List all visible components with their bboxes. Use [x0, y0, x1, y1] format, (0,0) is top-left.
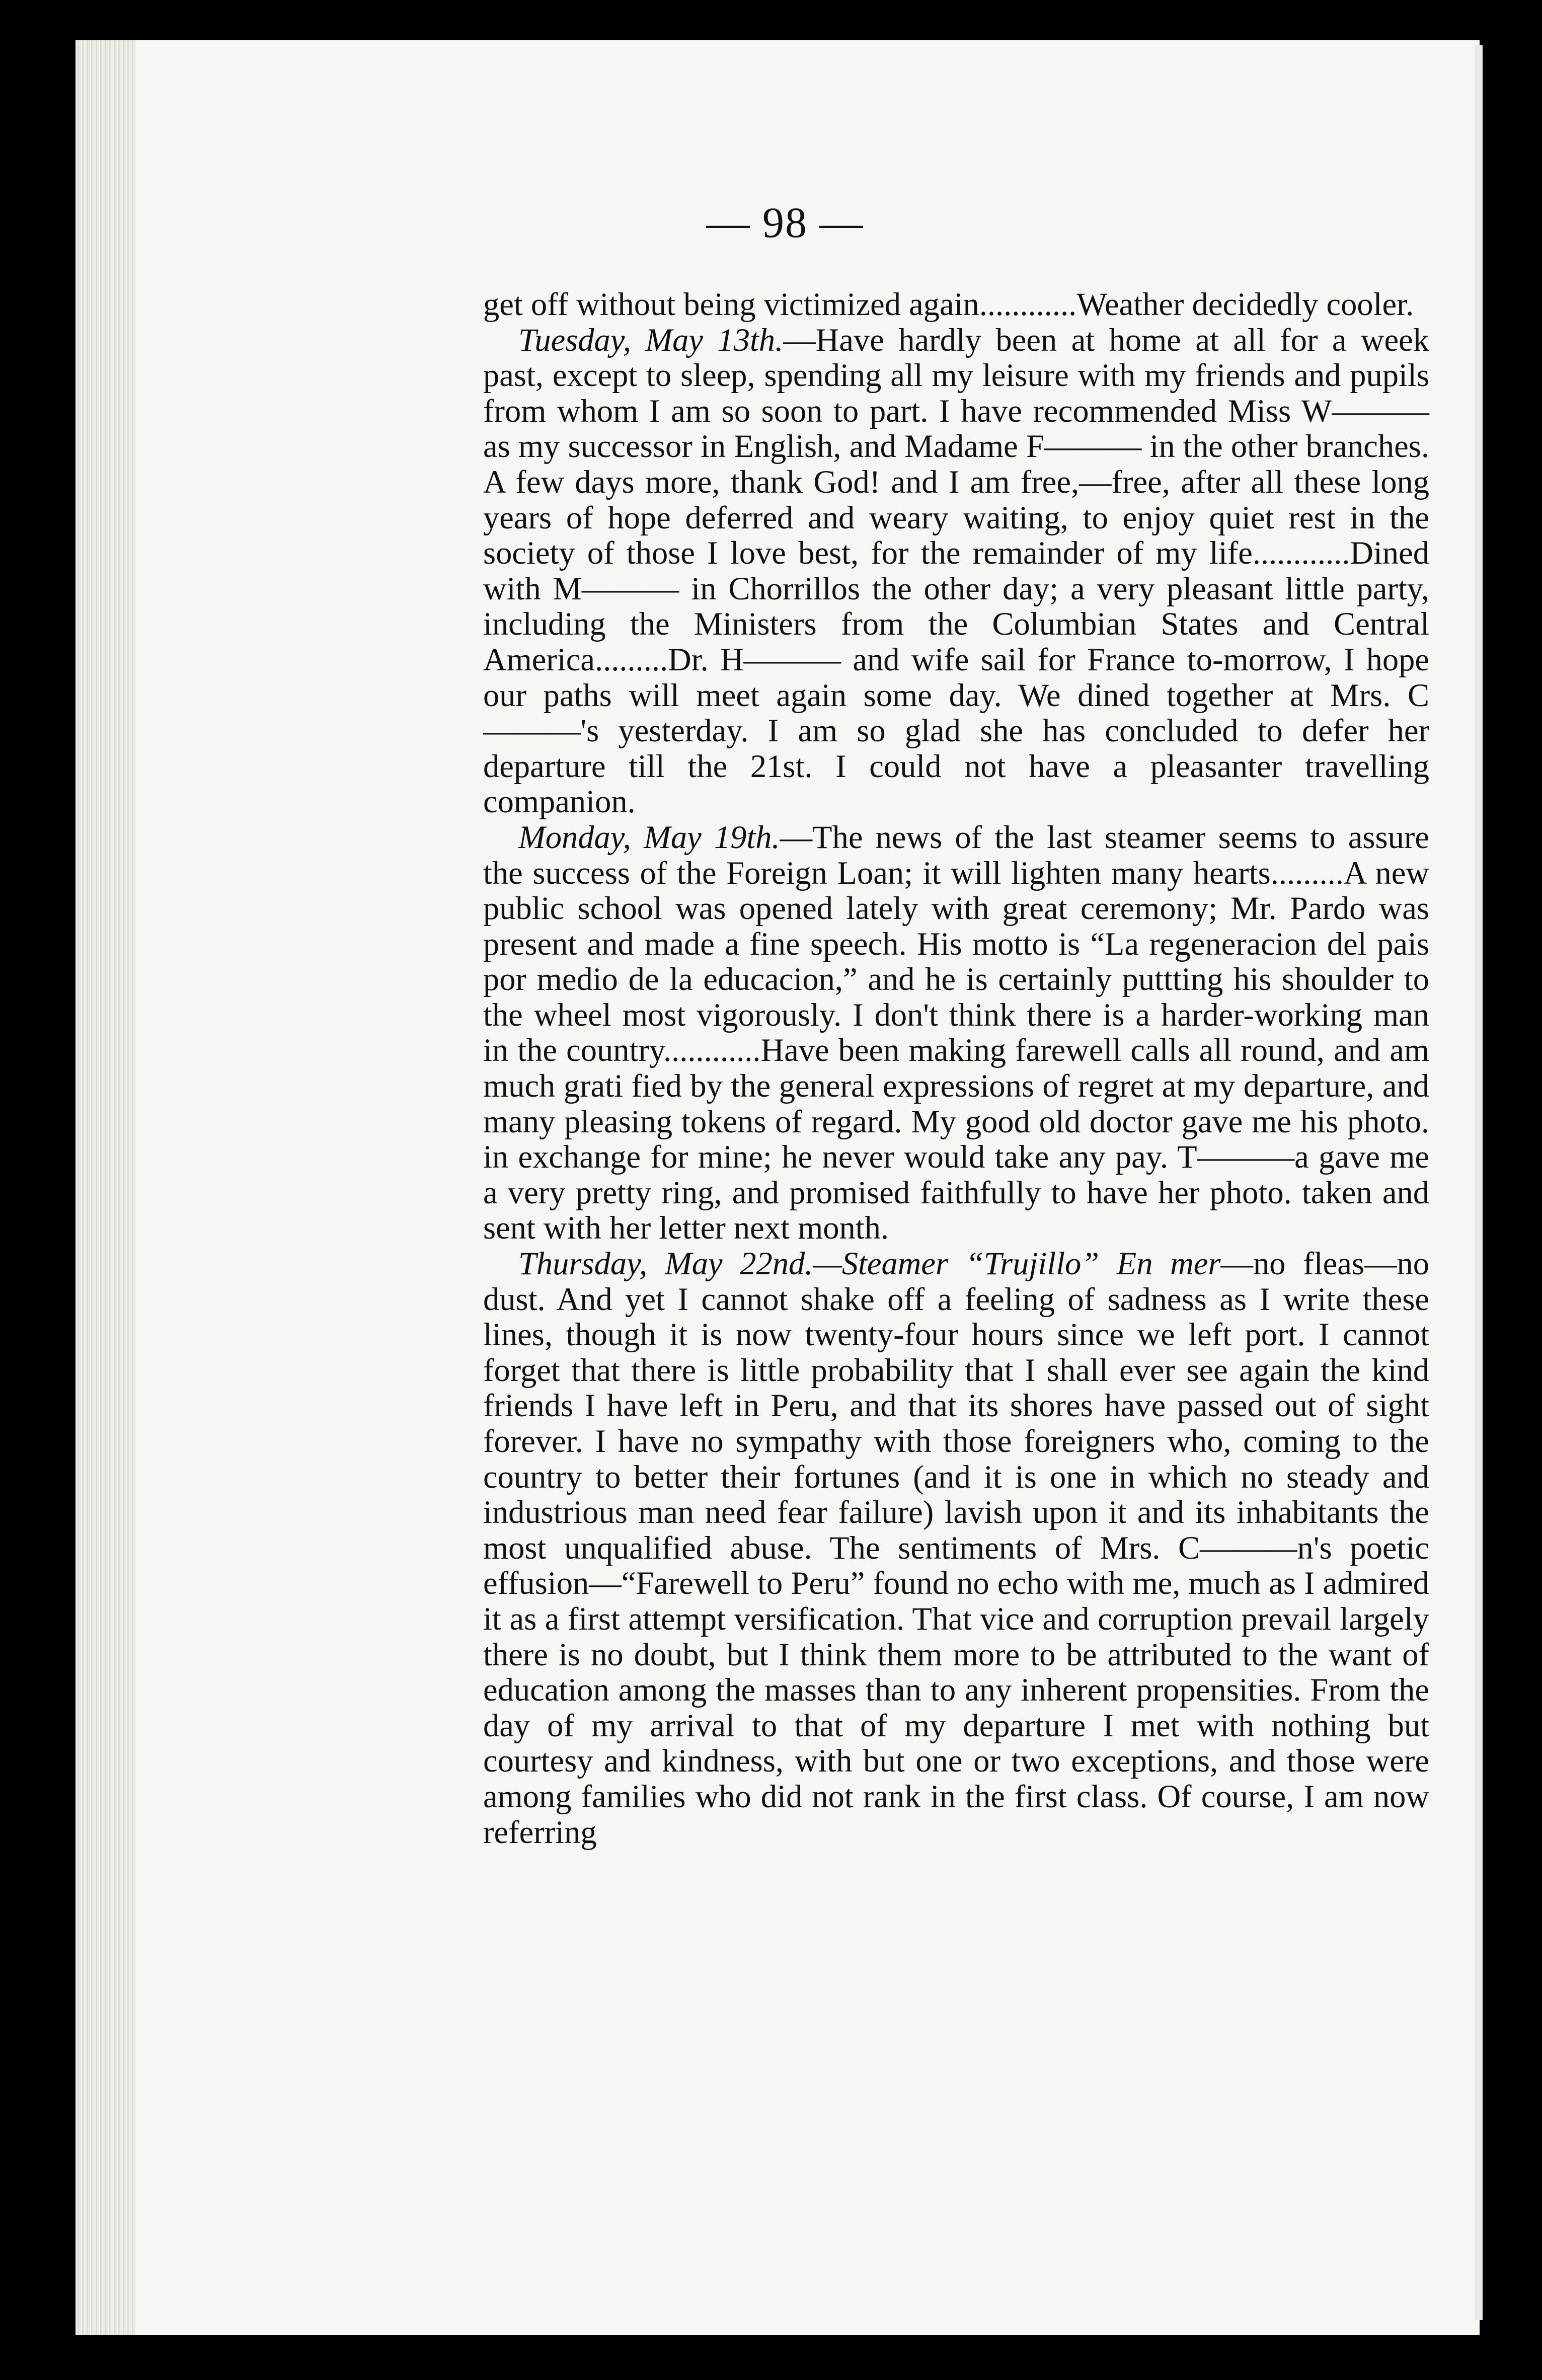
paragraph-text: —The news of the last steamer seems to assure the success of the Foreign Loan; it will lighten many hearts.........A new public school was opened lately with great ceremony; Mr. Pardo was present and made a fine speech. His motto is “La regeneracion del pais por medio de la educacion,” and he is certainly puttting his shoulder to the wheel most vigorously. I don't think there is a harder-working man in the country............Have been making farewell calls all round, and am much grati fied by the general expressions of regret at my departure, and many pleasing tokens of regard. My good old doctor gave me his photo. in exchange for mine; he never would take any pay. T———a gave me a very pretty ring, and promised faithfully to have her photo. taken and sent with her letter next month.	[483, 819, 1429, 1246]
body-text	[483, 287, 1429, 1850]
facing-page-edge	[1475, 45, 1483, 2320]
diary-entry-may-13	[483, 323, 1429, 820]
paragraph-text: —Have hardly been at home at all for a week past, except to sleep, spending all my leisure with my friends and pupils from whom I am so soon to part. I have recommended Miss W——— as my successor in English, and Madame F——— in the other branches. A few days more, thank God! and I am free,—free, after all these long years of hope deferred and weary waiting, to enjoy quiet rest in the society of those I love best, for the remainder of my life............Dined with M——— in Chorrillos the other day; a very pleasant little party, including the Ministers from the Columbian States and Central America.........Dr. H——— and wife sail for France to-morrow, I hope our paths will meet again some day. We dined together at Mrs. C———'s yesterday. I am so glad she has concluded to defer her departure till the 21st. I could not have a pleasanter travelling companion.	[483, 322, 1430, 820]
entry-date-heading: Monday, May 19th.	[518, 819, 780, 855]
paragraph-text: —no fleas—no dust. And yet I cannot shake off a feeling of sadness as I write these lines, though it is now twenty-four hours since we left port. I cannot forget that there is little probability that I shall ever see again the kind friends I have left in Peru, and that its shores have passed out of sight forever. I have no sympathy with those foreigners who, coming to the country to better their fortunes (and it is one in which no steady and industrious man need fear failure) lavish upon it and its inhabitants the most unqualified abuse. The sentiments of Mrs. C———n's poetic effusion—“Farewell to Peru” found no echo with me, much as I admired it as a first attempt versification. That vice and corruption prevail largely there is no doubt, but I think them more to be attributed to the want of education among the masses than to any inherent propensities. From the day of my arrival to that of my departure I met with nothing but courtesy and kindness, with but one or two exceptions, and those were among families who did not rank in the first class. Of course, I am now referring	[483, 1246, 1429, 1850]
paragraph-continuation	[483, 287, 1429, 323]
entry-date-heading: Thursday, May 22nd.—Steamer “Trujillo” En mer	[518, 1246, 1221, 1282]
paragraph-text: get off without being victimized again............Weather decidedly cooler.	[483, 286, 1414, 322]
entry-date-heading: Tuesday, May 13th.	[518, 322, 784, 358]
diary-entry-may-19	[483, 820, 1429, 1246]
page-gutter	[75, 40, 136, 2335]
diary-entry-may-22	[483, 1246, 1429, 1850]
page-number: — 98 —	[706, 198, 864, 247]
